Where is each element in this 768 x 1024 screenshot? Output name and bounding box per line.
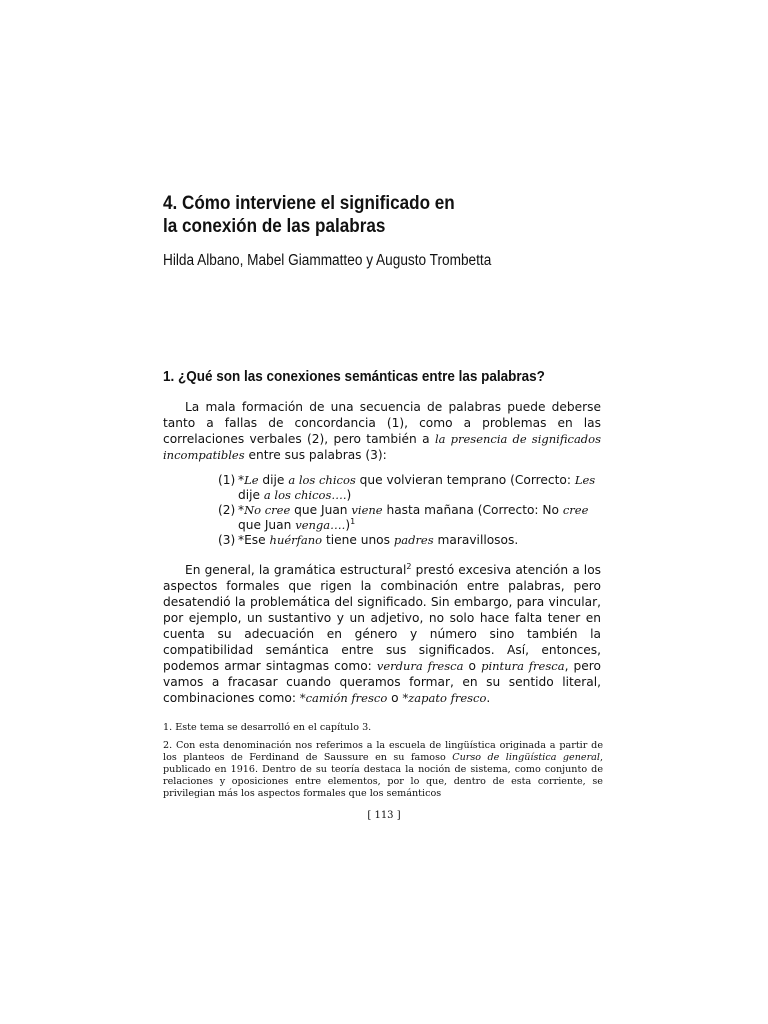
paragraph-intro: [163, 399, 601, 463]
page-number: [ 113 ]: [367, 810, 401, 821]
example-item: [218, 473, 602, 503]
example-asterisk: *: [238, 503, 245, 517]
p2-text: o: [387, 691, 403, 705]
example-number: (3): [218, 533, 236, 547]
example-asterisk: *: [238, 533, 245, 547]
footnote-2-text: 2. Con esta denominación nos referimos a la escuela de lingüística originada a partir de los planteos de Ferdinand de Saussure en su famoso: [163, 740, 603, 763]
example-word: viene: [351, 503, 383, 517]
example-word: venga: [295, 518, 331, 532]
example-item: [218, 503, 602, 533]
example-number: (2): [218, 503, 236, 517]
footnote-ref-1[interactable]: 1: [350, 516, 356, 526]
examples-list: [218, 473, 602, 548]
example-text: ): [346, 488, 352, 502]
p2-italic: *zapato fresco: [402, 691, 487, 705]
example-text: maravillosos.: [433, 533, 519, 547]
example-item: [218, 533, 602, 548]
p2-text: prestó excesiva atención a los aspectos formales que rigen la combinación entre palabras, pero desatendió la problemática del significado. Sin embargo, para vincular, por ejemplo, un sustantivo y un adjetivo, no solo hace falta tener en cuenta su adecuación en género y número sino también la compatibilidad semántica entre sus significados. Así, entonces, podemos armar sintagmas como:: [163, 563, 601, 673]
example-text: que Juan: [290, 503, 352, 517]
example-word: a los chicos: [288, 473, 356, 487]
section-title: 1. ¿Qué son las conexiones semánticas entre las palabras?: [163, 368, 545, 385]
example-word: cree: [562, 503, 589, 517]
p2-italic: *camión fresco: [299, 691, 388, 705]
chapter-title-line-2: la conexión de las palabras: [163, 216, 386, 237]
example-text: dije: [238, 488, 264, 502]
example-text: Ese: [244, 533, 270, 547]
p1-italic: la presencia de significados incompatibles: [163, 432, 601, 462]
footnote-ref-2[interactable]: 2: [406, 561, 412, 571]
p1-text: La mala formación de una secuencia de palabras puede deberse tanto a fallas de concordancia (1), como a problemas en las correlaciones verbales (2), pero también a: [163, 400, 601, 446]
example-text: que volvieran temprano (Correcto:: [355, 473, 575, 487]
p2-text: , pero vamos a fracasar cuando queramos formar, en su sentido literal, combinaciones como:: [163, 659, 601, 705]
example-word: huérfano: [269, 533, 323, 547]
example-asterisk: *: [238, 473, 245, 487]
paragraph-structural-grammar: [163, 562, 601, 706]
example-ellipsis: ….: [330, 518, 346, 532]
p2-text: .: [486, 691, 491, 705]
example-word: a los chicos: [263, 488, 332, 502]
footnote-1: 1. Este tema se desarrolló en el capítulo 3.: [163, 722, 372, 733]
chapter-authors: Hilda Albano, Mabel Giammatteo y Augusto Trombetta: [163, 252, 492, 269]
example-text: ): [345, 518, 351, 532]
example-text: dije: [258, 473, 289, 487]
chapter-title: [163, 192, 577, 238]
example-text: que Juan: [238, 518, 296, 532]
example-word: Le: [244, 473, 259, 487]
example-word: padres: [393, 533, 434, 547]
example-text: tiene unos: [322, 533, 394, 547]
footnote-2: [163, 740, 603, 800]
chapter-title-line-1: 4. Cómo interviene el significado en: [163, 193, 455, 214]
p2-italic: pintura fresca: [481, 659, 565, 673]
example-ellipsis: ….: [331, 488, 347, 502]
p2-text: En general, la gramática estructural: [185, 563, 407, 577]
footnote-2-text: , publicado en 1916. Dentro de su teoría destaca la noción de sistema, como conjunto de relaciones y oposiciones entre elementos, por lo que, dentro de esta corriente, se privilegian más los aspectos formales que los semánticos: [163, 752, 604, 799]
footnote-2-italic: Curso de lingüística general: [452, 752, 600, 763]
example-word: Les: [574, 473, 596, 487]
p2-italic: verdura fresca: [376, 659, 464, 673]
example-text: hasta mañana (Correcto: No: [382, 503, 563, 517]
example-number: (1): [218, 473, 236, 487]
p2-text: o: [463, 659, 482, 673]
footnotes: [163, 722, 603, 806]
example-word: No cree: [244, 503, 291, 517]
p1-end: entre sus palabras (3):: [244, 448, 387, 462]
